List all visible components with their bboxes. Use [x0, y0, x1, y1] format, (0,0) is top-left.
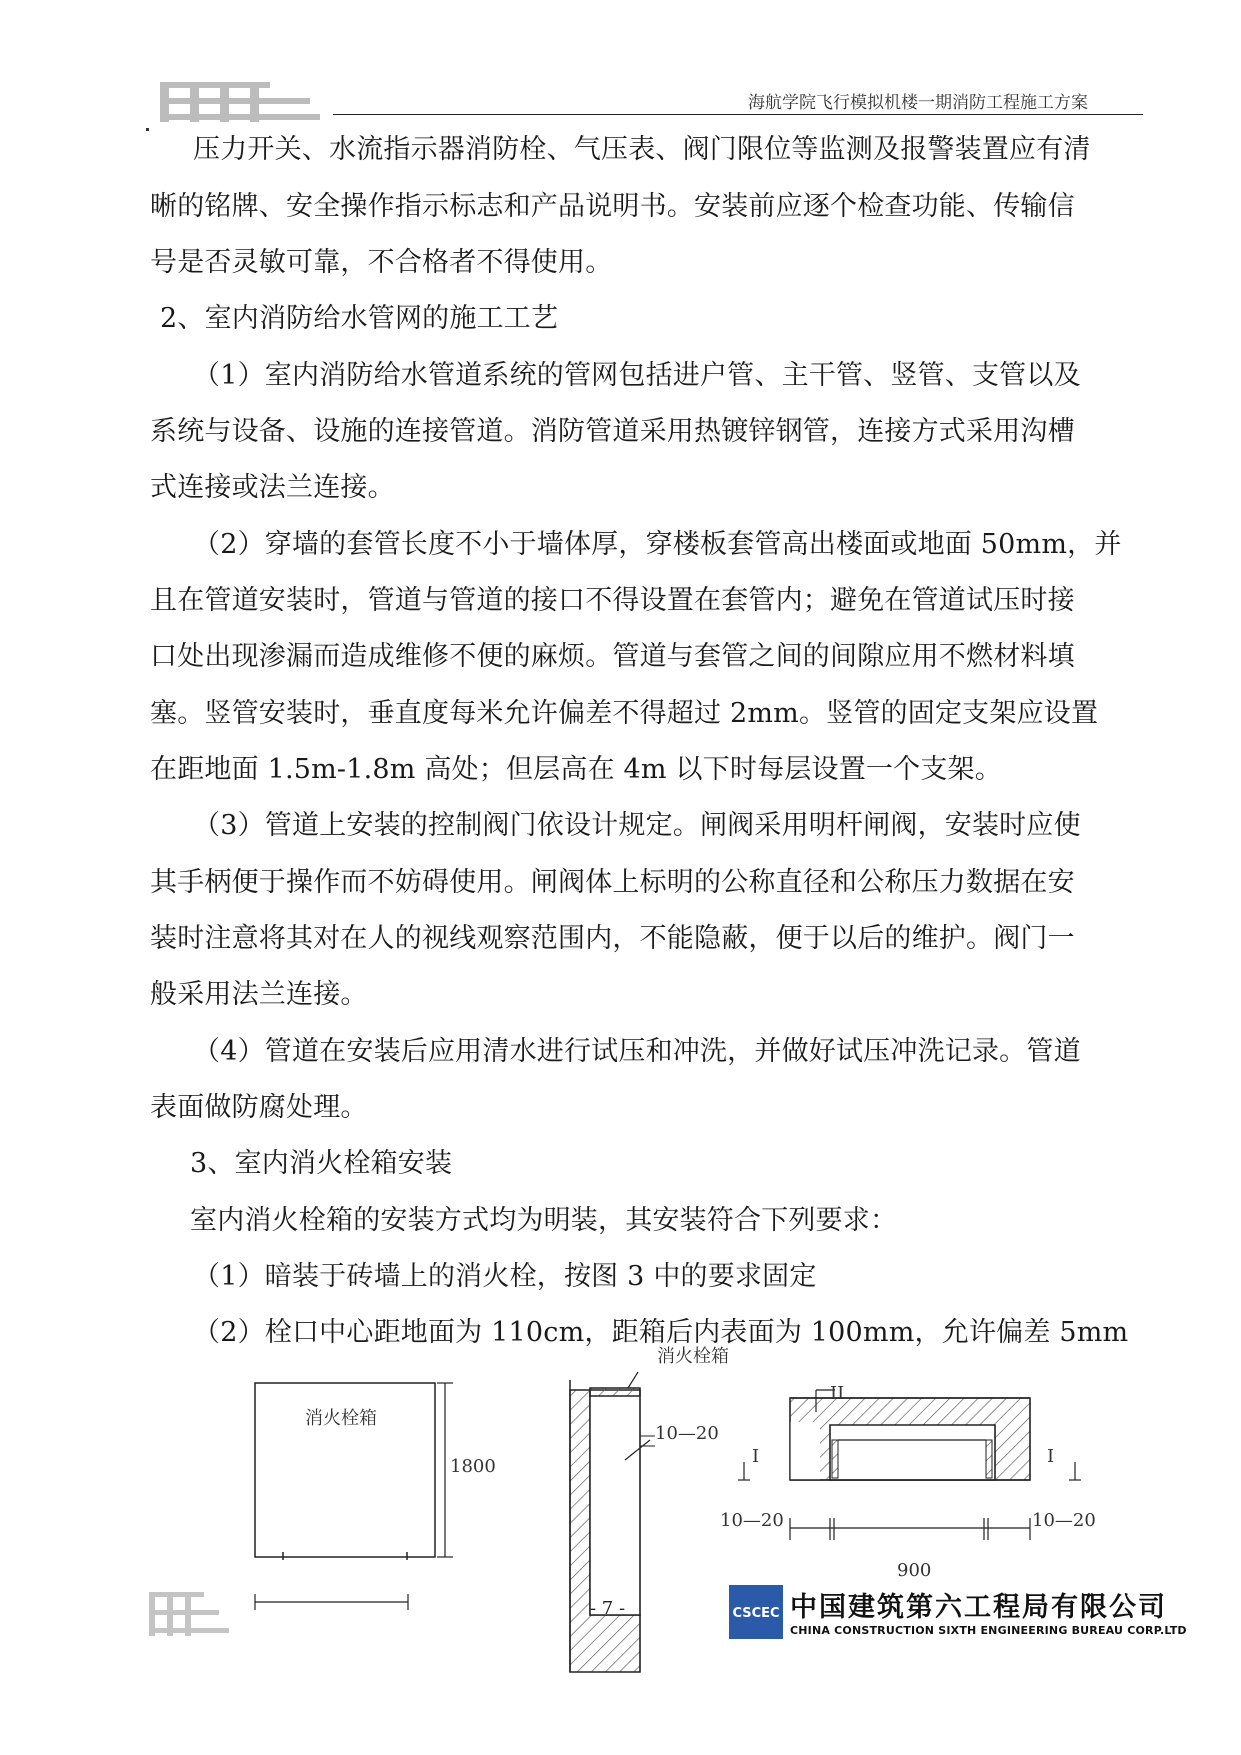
- plan-gap-right-dimension: 10—20: [1032, 1510, 1096, 1531]
- page-number: - 7 -: [590, 1598, 626, 1619]
- footer-logo-watermark: [145, 1588, 235, 1643]
- body-line: 口处出现渗漏而造成维修不便的麻烦。管道与套管之间的间隙应用不燃材料填: [150, 641, 1075, 672]
- body-line: （2）穿墙的套管长度不小于墙体厚，穿楼板套管高出楼面或地面 50mm，并: [193, 529, 1122, 560]
- body-line: （1）暗装于砖墙上的消火栓，按图 3 中的要求固定: [193, 1261, 817, 1292]
- front-view-label: 消火栓箱: [305, 1408, 377, 1429]
- body-line: 室内消火栓箱的安装方式均为明装，其安装符合下列要求：: [190, 1205, 898, 1236]
- section-heading: 3、室内消火栓箱安装: [190, 1148, 453, 1179]
- company-name-en: CHINA CONSTRUCTION SIXTH ENGINEERING BUREAU CORP.LTD: [790, 1624, 1187, 1637]
- side-section: [570, 1372, 655, 1672]
- plan-section-2-label: II: [830, 1383, 845, 1404]
- section-heading: 2、室内消防给水管网的施工工艺: [160, 303, 559, 334]
- body-line: 其手柄便于操作而不妨碍使用。闸阀体上标明的公称直径和公称压力数据在安: [150, 867, 1075, 898]
- plan-gap-left-dimension: 10—20: [720, 1510, 784, 1531]
- header-title: 海航学院飞行模拟机楼一期消防工程施工方案: [748, 93, 1088, 113]
- body-line: 表面做防腐处理。: [150, 1092, 368, 1123]
- plan-section: [738, 1390, 1081, 1540]
- body-line: （2）栓口中心距地面为 110cm，距箱后内表面为 100mm，允许偏差 5mm: [193, 1317, 1129, 1348]
- body-line: 装时注意将其对在人的视线观察范围内，不能隐蔽，便于以后的维护。阀门一: [150, 923, 1075, 954]
- plan-section-1-right-label: I: [1047, 1446, 1055, 1467]
- body-line: 塞。竖管安装时，垂直度每米允许偏差不得超过 2mm。竖管的固定支架应设置: [150, 698, 1099, 729]
- cscec-logo: [729, 1585, 783, 1639]
- body-line: （4）管道在安装后应用清水进行试压和冲洗，并做好试压冲洗记录。管道: [193, 1036, 1081, 1067]
- body-line: 号是否灵敏可靠，不合格者不得使用。: [150, 247, 613, 278]
- body-line: 晰的铭牌、安全操作指示标志和产品说明书。安装前应逐个检查功能、传输信: [150, 191, 1075, 222]
- body-line: 压力开关、水流指示器消防栓、气压表、阀门限位等监测及报警装置应有清: [193, 134, 1091, 165]
- body-line: 般采用法兰连接。: [150, 979, 368, 1010]
- side-gap-dimension: 10—20: [655, 1423, 719, 1444]
- body-line: 式连接或法兰连接。: [150, 472, 395, 503]
- cscec-logo-text: CSCEC: [732, 1606, 780, 1621]
- body-line: 且在管道安装时，管道与管道的接口不得设置在套管内；避免在管道试压时接: [150, 585, 1075, 616]
- company-name-cn: 中国建筑第六工程局有限公司: [790, 1592, 1167, 1623]
- front-height-dimension: 1800: [450, 1456, 496, 1477]
- body-line: （3）管道上安装的控制阀门依设计规定。闸阀采用明杆闸阀，安装时应使: [193, 810, 1081, 841]
- plan-width-dimension: 900: [897, 1560, 932, 1581]
- body-line: （1）室内消防给水管道系统的管网包括进户管、主干管、竖管、支管以及: [193, 360, 1081, 391]
- side-view-label: 消火栓箱: [657, 1346, 729, 1367]
- body-line: 在距地面 1.5m-1.8m 高处；但层高在 4m 以下时每层设置一个支架。: [150, 754, 1002, 785]
- plan-section-1-left-label: I: [752, 1446, 760, 1467]
- body-line: 系统与设备、设施的连接管道。消防管道采用热镀锌钢管，连接方式采用沟槽: [150, 416, 1075, 447]
